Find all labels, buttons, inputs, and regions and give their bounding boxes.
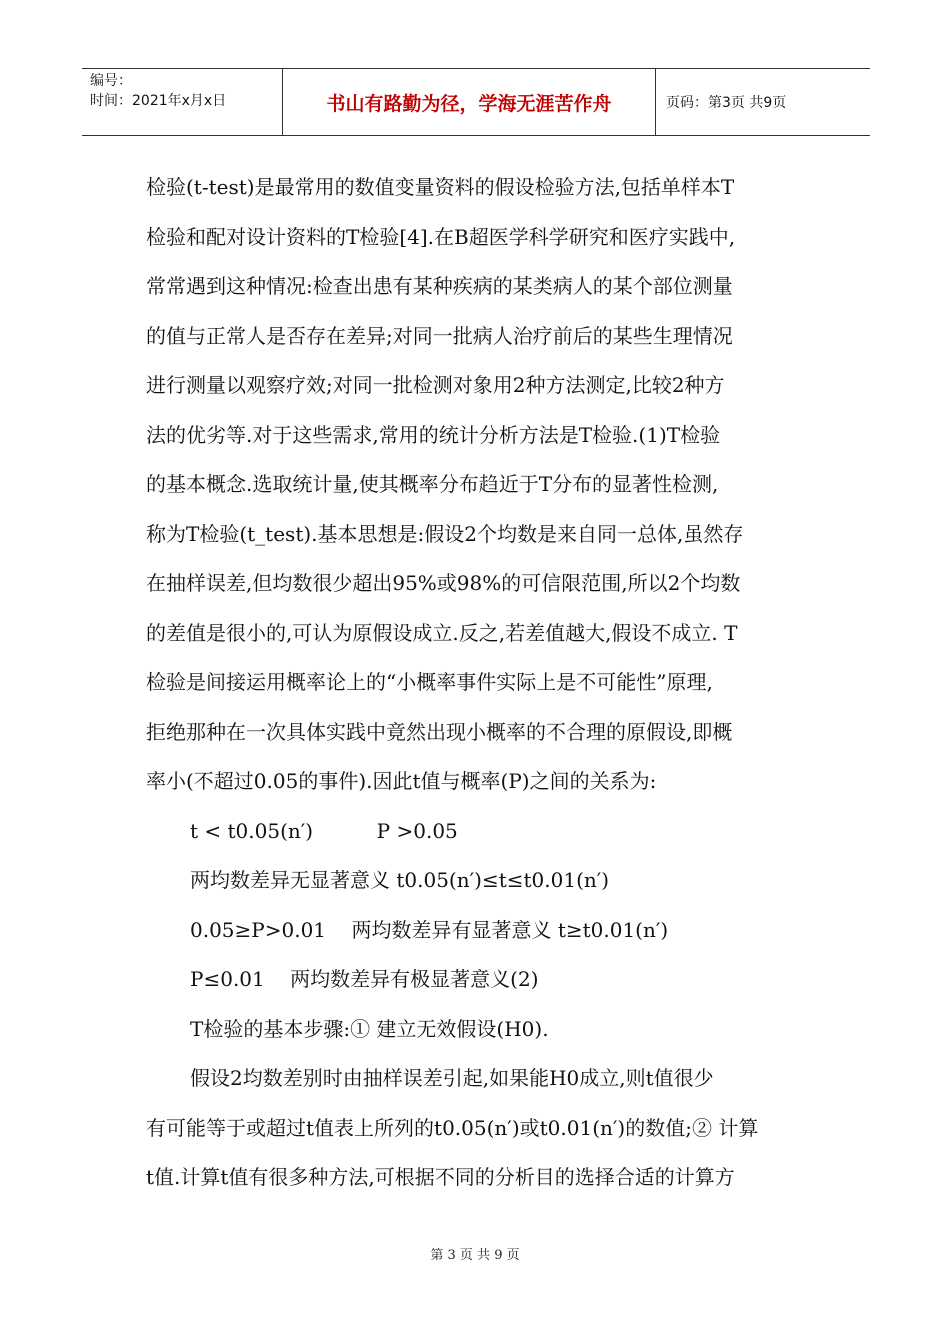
formula-line-2: 两均数差异无显著意义 t0.05(n′)≤t≤t0.01(n′) <box>190 868 610 892</box>
body-line-2: 检验和配对设计资料的T检验[4].在B超医学科学研究和医疗实践中, <box>146 224 736 249</box>
header-meta <box>82 69 283 135</box>
formula-line-3: 0.05≥P>0.01 两均数差异有显著意义 t≥t0.01(n′) <box>190 917 669 942</box>
body-line-10: 的差值是很小的,可认为原假设成立.反之,若差值越大,假设不成立. T <box>146 620 738 645</box>
body-line-21: t值.计算t值有很多种方法,可根据不同的分析目的选择合适的计算方 <box>146 1165 735 1189</box>
body-text <box>146 163 812 1203</box>
body-line-3: 常常遇到这种情况:检查出患有某种疾病的某类病人的某个部位测量 <box>146 274 733 298</box>
body-line-8: 称为T检验(t_test).基本思想是:假设2个均数是来自同一总体,虽然存 <box>146 521 744 546</box>
body-line-12: 拒绝那种在一次具体实践中竟然出现小概率的不合理的原假设,即概 <box>146 719 733 744</box>
body-line-11: 检验是间接运用概率论上的“小概率事件实际上是不可能性”原理, <box>146 670 713 694</box>
body-line-7: 的基本概念.选取统计量,使其概率分布趋近于T分布的显著性检测, <box>146 472 719 496</box>
formula-line-1: t < t0.05(n′) P >0.05 <box>190 818 458 843</box>
formula-line-4: P≤0.01 两均数差异有极显著意义(2) <box>190 967 539 991</box>
serial-label: 编号： <box>90 73 132 89</box>
time-label: 时间：2021年x月x日 <box>90 93 227 109</box>
steps-heading: T检验的基本步骤:① 建立无效假设(H0). <box>190 1016 549 1041</box>
page-footer: 第 3 页 共 9 页 <box>430 1248 520 1263</box>
body-line-5: 进行测量以观察疗效;对同一批检测对象用2种方法测定,比较2种方 <box>146 373 725 397</box>
body-line-9: 在抽样误差,但均数很少超出95%或98%的可信限范围,所以2个均数 <box>146 571 741 595</box>
body-line-6: 法的优劣等.对于这些需求,常用的统计分析方法是T检验.(1)T检验 <box>146 422 721 447</box>
body-line-19: 假设2均数差别时由抽样误差引起,如果能H0成立,则t值很少 <box>190 1066 714 1090</box>
page-header <box>82 68 870 136</box>
header-motto: 书山有路勤为径，学海无涯苦作舟 <box>283 69 656 135</box>
body-line-20: 有可能等于或超过t值表上所列的t0.05(n′)或t0.01(n′)的数值;② 计算 <box>146 1115 759 1140</box>
header-page-info: 页码：第3页 共9页 <box>666 95 787 111</box>
body-line-13: 率小(不超过0.05的事件).因此t值与概率(P)之间的关系为: <box>146 769 657 793</box>
body-line-1: 检验(t-test)是最常用的数值变量资料的假设检验方法,包括单样本T <box>146 175 735 199</box>
body-line-4: 的值与正常人是否存在差异;对同一批病人治疗前后的某些生理情况 <box>146 323 733 348</box>
